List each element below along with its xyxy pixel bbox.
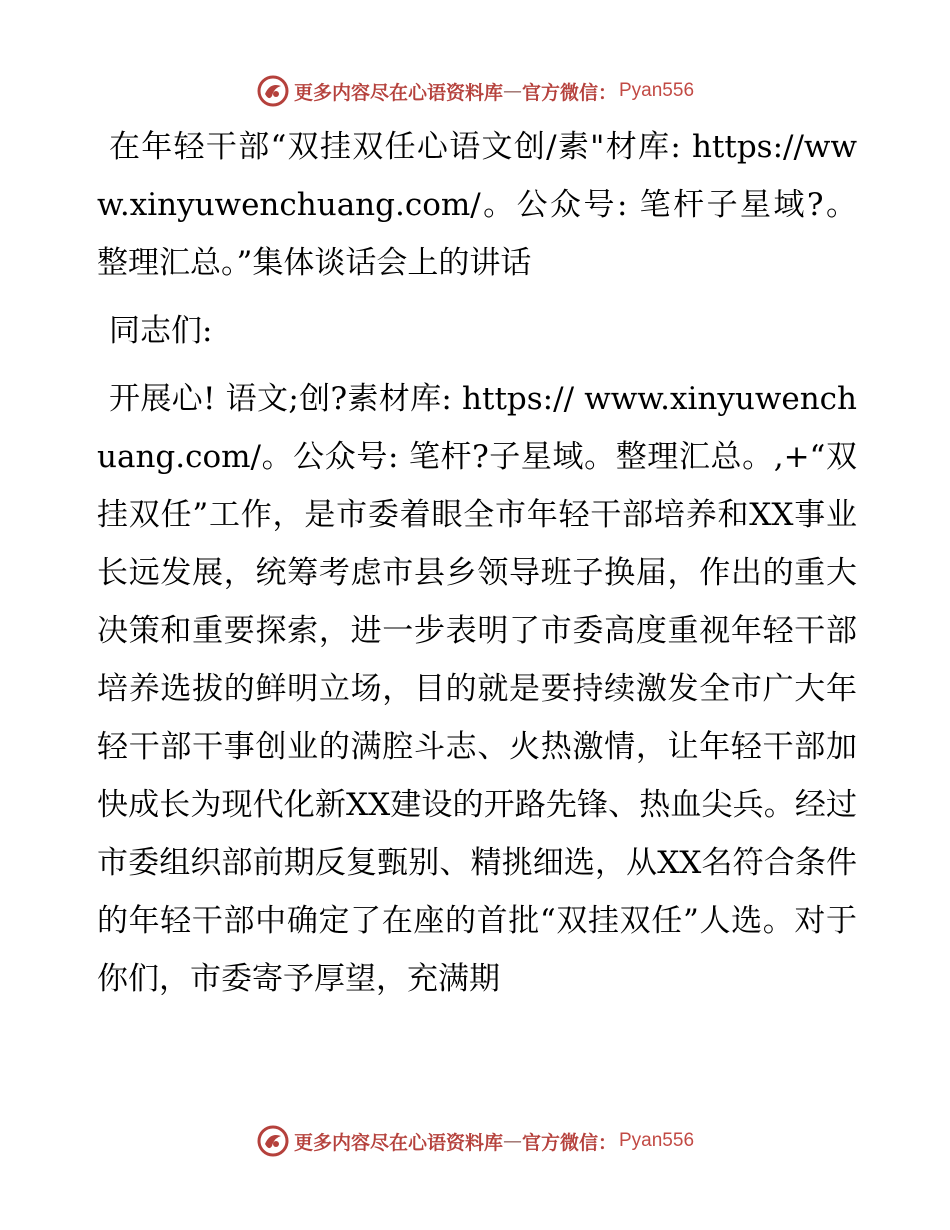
document-title-paragraph: 在年轻干部“双挂双任心语文创/素"材库: https://www.xinyuwenchuang.com/。公众号: 笔杆子星域?。整理汇总。”集体谈话会上的讲话: [97, 129, 857, 281]
watermark-dash: —: [502, 80, 522, 102]
document-body: [97, 118, 857, 1008]
watermark-dash: —: [502, 1130, 522, 1152]
footer-watermark: [0, 1121, 950, 1161]
watermark-wechat-label: 官方微信：: [521, 1131, 617, 1154]
watermark-wechat-id: Pyan556: [619, 1130, 695, 1151]
header-watermark: [0, 71, 950, 111]
red-spiral-logo-icon: [256, 74, 290, 108]
watermark-brand-text: 更多内容尽在心语资料库: [293, 81, 503, 104]
paragraph-gap: [97, 292, 857, 302]
red-spiral-logo-icon: [256, 1124, 290, 1158]
body-paragraph: 开展心! 语文;创?素材库: https:// www.xinyuwenchuang.com/。公众号: 笔杆?子星域。整理汇总。,+“双挂双任”工作，是市委着眼全市年轻干部培养和XX事业长远发展，统筹考虑市县乡领导班子换届，作出的重大决策和重要探索，进一步表明了市委高度重视年轻干部培养选拔的鲜明立场，目的就是要持续激发全市广大年轻干部干事创业的满腔斗志、火热激情，让年轻干部加快成长为现代化新XX建设的开路先锋、热血尖兵。经过市委组织部前期反复甄别、精挑细选，从XX名符合条件的年轻干部中确定了在座的首批“双挂双任”人选。对于你们，市委寄予厚望，充满期: [97, 381, 857, 997]
salutation-paragraph: 同志们:: [109, 313, 213, 349]
paragraph-gap: [97, 360, 857, 370]
watermark-wechat-label: 官方微信：: [521, 81, 617, 104]
watermark-brand-text: 更多内容尽在心语资料库: [293, 1131, 503, 1154]
watermark-wechat-id: Pyan556: [619, 80, 695, 101]
